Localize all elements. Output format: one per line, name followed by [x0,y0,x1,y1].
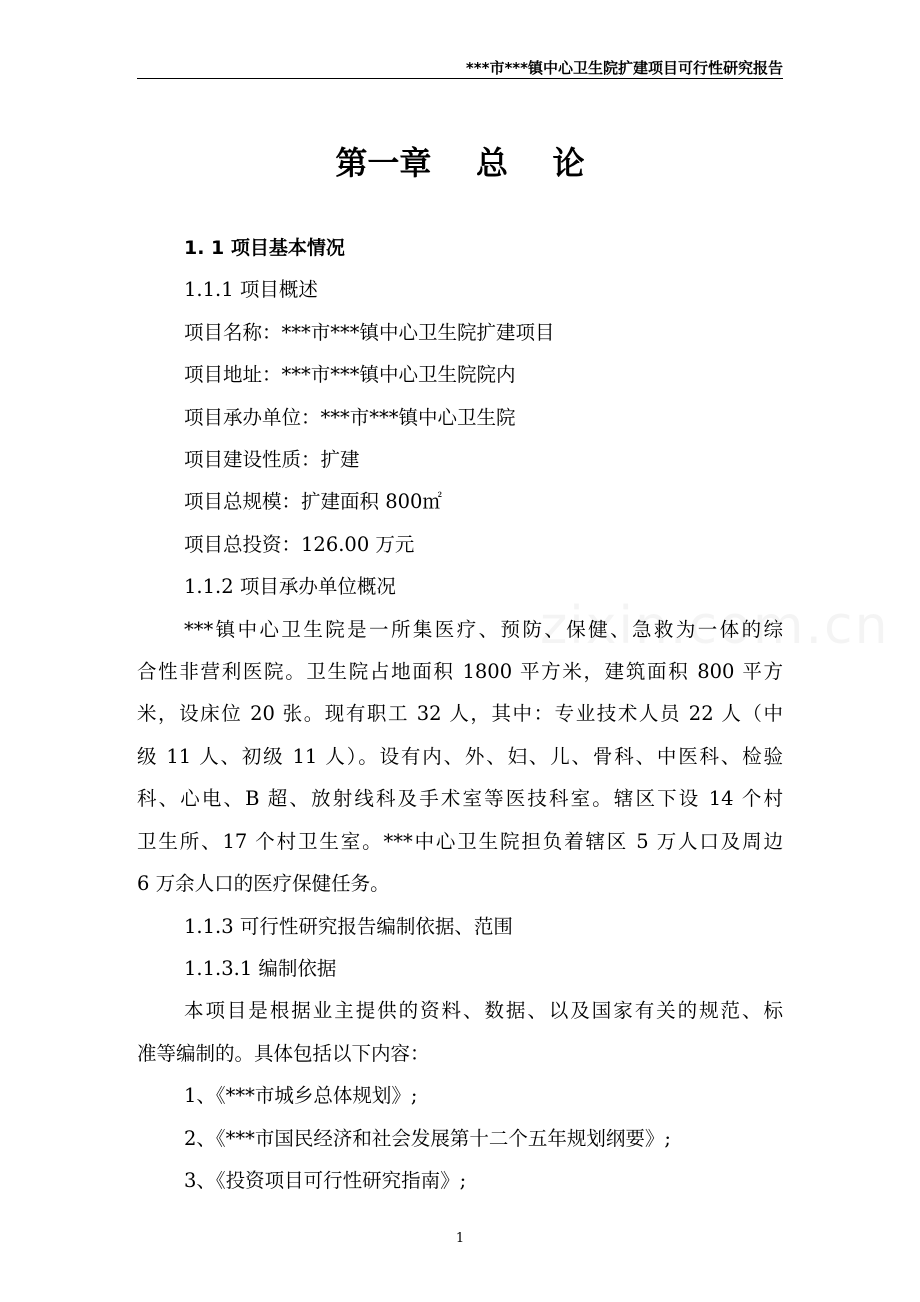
project-nature: 项目建设性质：扩建 [184,448,360,472]
basis-list-item: 1、《***市城乡总体规划》; [184,1084,418,1108]
project-unit: 项目承办单位：***市***镇中心卫生院 [184,405,516,429]
running-header: ***市***镇中心卫生院扩建项目可行性研究报告 [465,59,783,77]
basis-paragraph [137,990,783,1075]
paragraph-line: ***镇中心卫生院是一所集医疗、预防、保健、急救为一体的综 [184,617,783,641]
project-address: 项目地址：***市***镇中心卫生院院内 [184,363,516,387]
project-scale: 项目总规模：扩建面积 800㎡ [184,490,442,514]
project-investment: 项目总投资：126.00 万元 [184,532,415,556]
section-heading-1-1-2: 1.1.2 项目承办单位概况 [184,575,396,599]
project-name: 项目名称：***市***镇中心卫生院扩建项目 [184,320,555,344]
paragraph-line: 米，设床位 20 张。现有职工 32 人，其中：专业技术人员 22 人（中 [137,702,783,726]
header-rule [137,78,783,79]
paragraph-line: 合性非营利医院。卫生院占地面积 1800 平方米，建筑面积 800 平方 [137,660,783,684]
unit-paragraph [137,609,783,906]
section-heading-1-1: 1. 1 项目基本情况 [184,237,345,259]
document-body [137,227,783,1202]
page-number: 1 [455,1231,465,1246]
section-heading-1-1-3-1: 1.1.3.1 编制依据 [184,956,337,980]
paragraph-line: 级 11 人、初级 11 人）。设有内、外、妇、儿、骨科、中医科、检验 [137,744,783,768]
basis-list-item: 2、《***市国民经济和社会发展第十二个五年规划纲要》; [184,1126,671,1150]
paragraph-line: 准等编制的。具体包括以下内容： [137,1041,430,1065]
paragraph-line: 科、心电、B 超、放射线科及手术室等医技科室。辖区下设 14 个村 [137,787,783,811]
basis-list-item: 3、《投资项目可行性研究指南》; [184,1168,467,1192]
paragraph-line: 卫生所、17 个村卫生室。***中心卫生院担负着辖区 5 万人口及周边 [137,829,783,853]
paragraph-line: 6 万余人口的医疗保健任务。 [137,872,390,896]
section-heading-1-1-3: 1.1.3 可行性研究报告编制依据、范围 [184,914,513,938]
paragraph-line: 本项目是根据业主提供的资料、数据、以及国家有关的规范、标 [184,999,783,1023]
chapter-title: 第一章 总 论 [335,144,585,182]
section-heading-1-1-1: 1.1.1 项目概述 [184,278,318,302]
